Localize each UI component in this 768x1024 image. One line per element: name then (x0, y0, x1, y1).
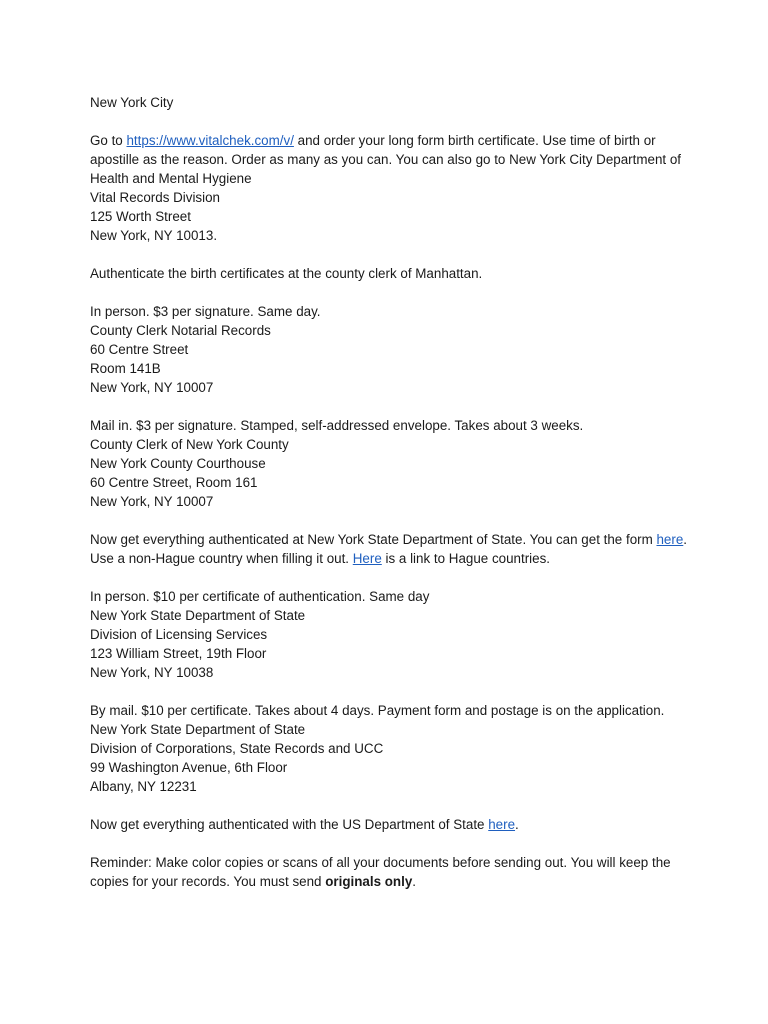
address-line: County Clerk Notarial Records (90, 323, 271, 338)
paragraph-authenticate-county: Authenticate the birth certificates at the county clerk of Manhattan. (90, 266, 483, 281)
document-page (90, 93, 690, 891)
spacer (90, 796, 690, 815)
address-line: Room 141B (90, 361, 161, 376)
address-line: New York, NY 10013. (90, 228, 218, 243)
originals-only-emphasis: originals only (325, 874, 413, 889)
address-line: 123 William Street, 19th Floor (90, 646, 267, 661)
address-line: New York, NY 10007 (90, 380, 214, 395)
address-line: County Clerk of New York County (90, 437, 289, 452)
spacer (90, 397, 690, 416)
address-line: New York, NY 10007 (90, 494, 214, 509)
paragraph-order-certificate (90, 131, 690, 188)
paragraph-us-state-department (90, 815, 690, 834)
address-line: Albany, NY 12231 (90, 779, 197, 794)
text: Now get everything authenticated at New York State Department of State. You can get the form (90, 532, 657, 547)
address-line: New York County Courthouse (90, 456, 266, 471)
address-line: 125 Worth Street (90, 209, 191, 224)
text: is a link to Hague countries. (381, 551, 551, 566)
text: Reminder: Make color copies or scans of all your documents before sending out. You will keep the copies for your records. You must send (90, 855, 671, 889)
address-line: 99 Washington Avenue, 6th Floor (90, 760, 288, 775)
address-line: New York State Department of State (90, 608, 306, 623)
address-line: Vital Records Division (90, 190, 220, 205)
address-line: New York, NY 10038 (90, 665, 214, 680)
address-line: 60 Centre Street (90, 342, 189, 357)
mail-county-intro: Mail in. $3 per signature. Stamped, self-addressed envelope. Takes about 3 weeks. (90, 418, 584, 433)
us-state-department-link[interactable]: here (488, 817, 516, 832)
text: . (412, 874, 417, 889)
address-line: New York State Department of State (90, 722, 306, 737)
spacer (90, 112, 690, 131)
city-heading: New York City (90, 95, 174, 110)
address-line: Division of Licensing Services (90, 627, 268, 642)
text: Go to (90, 133, 127, 148)
state-form-link[interactable]: here (656, 532, 684, 547)
in-person-state-intro: In person. $10 per certificate of authentication. Same day (90, 589, 430, 604)
text: Now get everything authenticated with the US Department of State (90, 817, 489, 832)
spacer (90, 283, 690, 302)
text: . Use a non-Hague country when filling it out. (90, 532, 688, 566)
spacer (90, 834, 690, 853)
in-person-county-intro: In person. $3 per signature. Same day. (90, 304, 321, 319)
paragraph-reminder (90, 853, 690, 891)
address-line: Division of Corporations, State Records and UCC (90, 741, 384, 756)
vitalchek-link[interactable]: https://www.vitalchek.com/v/ (126, 133, 294, 148)
mail-state-intro: By mail. $10 per certificate. Takes about 4 days. Payment form and postage is on the application. (90, 703, 665, 718)
spacer (90, 245, 690, 264)
spacer (90, 511, 690, 530)
hague-countries-link[interactable]: Here (352, 551, 382, 566)
spacer (90, 682, 690, 701)
spacer (90, 568, 690, 587)
paragraph-state-authentication (90, 530, 690, 568)
address-line: 60 Centre Street, Room 161 (90, 475, 258, 490)
text: . (515, 817, 519, 832)
text: and order your long form birth certificate. Use time of birth or apostille as the reason. Order as many as you can. You can also go to New York City Department of Health and Mental Hygiene (90, 133, 682, 186)
